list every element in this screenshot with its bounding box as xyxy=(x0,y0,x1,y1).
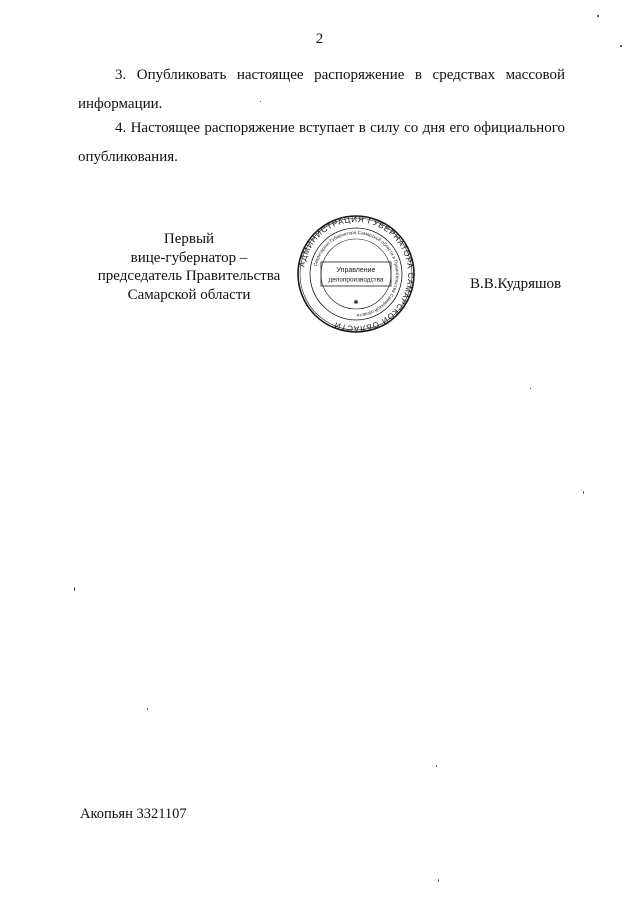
scan-speck xyxy=(436,765,437,767)
seal-graphic xyxy=(296,214,416,334)
scan-speck xyxy=(597,15,599,17)
signer-title-line: председатель Правительства xyxy=(97,268,281,284)
signer-title-line: Самарской области xyxy=(127,286,251,303)
scan-speck xyxy=(260,101,261,102)
scan-speck xyxy=(147,708,148,710)
signer-title xyxy=(96,230,282,304)
scan-speck xyxy=(530,388,531,389)
scan-speck xyxy=(74,587,75,591)
scan-speck xyxy=(620,45,622,47)
seal-center-line-1: Управление xyxy=(336,267,376,274)
official-seal-stamp xyxy=(296,214,416,334)
seal-center-line-2: делопроизводства xyxy=(328,276,384,284)
executor-note: Акопьян 3321107 xyxy=(80,806,187,822)
seal-outer-text: АДМИНИСТРАЦИЯ ГУБЕРНАТОРА САМАРСКОЙ ОБЛАСТИ xyxy=(297,214,416,334)
scan-speck xyxy=(438,879,439,882)
signer-name: В.В.Кудряшов xyxy=(470,276,562,292)
paragraph-3: 3. Опубликовать настоящее распоряжение в средствах массовой информации. xyxy=(78,67,565,112)
paragraph-4: 4. Настоящее распоряжение вступает в силу со дня его официального опубликования. xyxy=(78,120,565,165)
signer-title-line: вице-губернатор – xyxy=(130,249,248,266)
seal-inner-text: Секретариат Губернатора Самарской области и Правительства Самарской области xyxy=(312,229,401,319)
seal-star-icon: ✱ xyxy=(353,299,359,306)
signer-title-line: Первый xyxy=(163,231,215,247)
page-number: 2 xyxy=(315,31,324,47)
scan-speck xyxy=(583,491,584,494)
